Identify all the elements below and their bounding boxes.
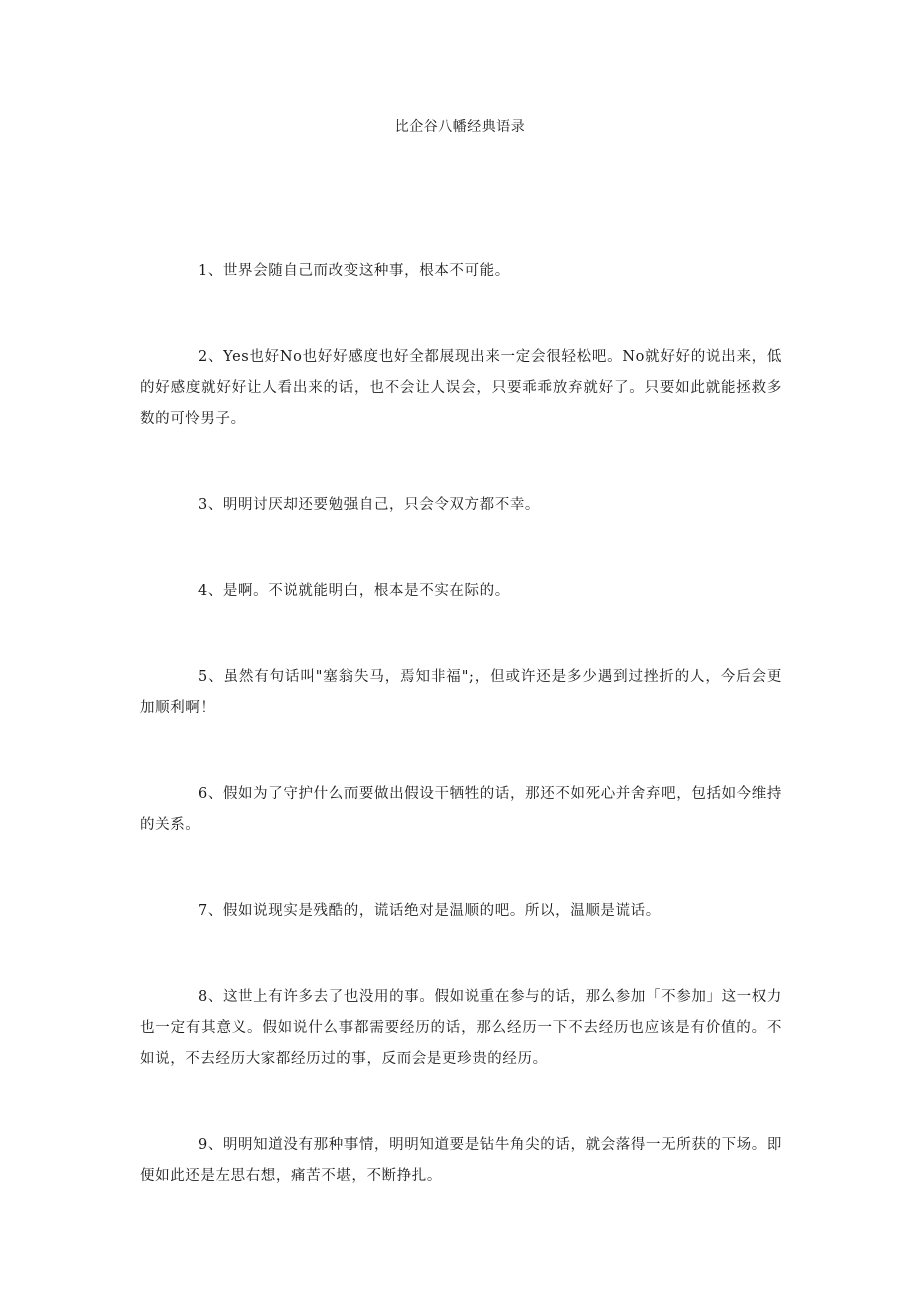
quote-item-3: 3、明明讨厌却还要勉强自己，只会令双方都不幸。 [198,497,541,513]
quote-item-8: 8、这世上有许多去了也没用的事。假如说重在参与的话，那么参加「不参加」这一权力也一定有其意义。假如说什么事都需要经历的话，那么经历一下不去经历也应该是有价值的。不如说，不去经历大家都经历过的事，反而会是更珍贵的经历。 [140,989,782,1067]
quote-item-2: 2、Yes也好No也好好感度也好全都展现出来一定会很轻松吧。No就好好的说出来，低的好感度就好好让人看出来的话，也不会让人误会，只要乖乖放弃就好了。只要如此就能拯救多数的可怜男子。 [140,349,782,427]
quote-item-7: 7、假如说现实是残酷的，谎话绝对是温顺的吧。所以，温顺是谎话。 [198,903,661,919]
quote-item-5: 5、虽然有句话叫"塞翁失马，焉知非福";，但或许还是多少遇到过挫折的人，今后会更加顺利啊！ [140,669,782,716]
document-title: 比企谷八幡经典语录 [394,119,526,135]
quote-list [140,256,782,1247]
quote-item-4: 4、是啊。不说就能明白，根本是不实在际的。 [198,583,510,599]
quote-item-9: 9、明明知道没有那种事情，明明知道要是钻牛角尖的话，就会落得一无所获的下场。即便如此还是左思右想，痛苦不堪，不断挣扎。 [140,1137,782,1184]
quote-item-1: 1、世界会随自己而改变这种事，根本不可能。 [198,263,510,279]
quote-item-6: 6、假如为了守护什么而要做出假设干牺牲的话，那还不如死心并舍弃吧，包括如今维持的关系。 [140,786,782,833]
